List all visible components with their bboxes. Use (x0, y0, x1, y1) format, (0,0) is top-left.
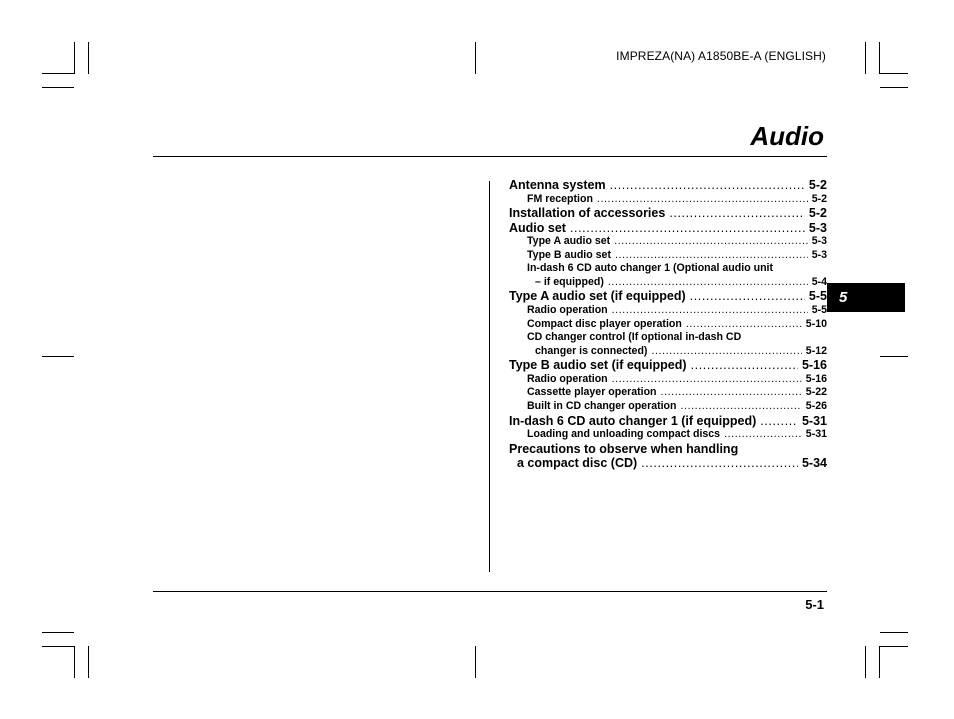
toc-entry-label: changer is connected) (535, 344, 648, 357)
crop-mark (865, 646, 866, 678)
leader-dots (612, 373, 802, 387)
document-code: IMPREZA(NA) A1850BE-A (ENGLISH) (616, 49, 826, 63)
leader-dots (615, 249, 808, 263)
toc-entry-label: Installation of accessories (509, 206, 666, 221)
leader-dots (612, 304, 808, 318)
toc-entry-label: Type B audio set (527, 248, 611, 261)
leader-dots (610, 178, 805, 193)
table-of-contents (509, 178, 827, 471)
toc-entry[interactable] (509, 345, 827, 359)
crop-mark (74, 42, 75, 74)
chapter-tab (827, 283, 905, 312)
toc-entry-label: In-dash 6 CD auto changer 1 (Optional audio unit (527, 262, 774, 275)
toc-entry[interactable] (509, 289, 827, 304)
crop-mark (42, 632, 74, 633)
toc-entry-page: 5-4 (811, 275, 827, 288)
toc-entry[interactable] (509, 235, 827, 249)
toc-entry-label: Radio operation (527, 303, 608, 316)
toc-entry[interactable] (509, 318, 827, 332)
crop-mark (74, 646, 75, 678)
leader-dots (641, 456, 798, 471)
toc-entry-label: Type A audio set (527, 235, 611, 248)
leader-dots (597, 193, 808, 207)
leader-dots (614, 235, 807, 249)
crop-mark (42, 646, 74, 647)
crop-mark (879, 646, 880, 678)
toc-entry-page: 5-10 (805, 317, 827, 330)
toc-entry-page: 5-31 (805, 428, 827, 441)
toc-entry[interactable] (509, 249, 827, 263)
toc-entry-page: 5-16 (801, 358, 827, 373)
leader-dots (760, 414, 798, 429)
toc-entry-label: Type A audio set (if equipped) (509, 289, 686, 304)
column-divider (489, 181, 490, 572)
toc-entry-page: 5-5 (811, 303, 827, 316)
toc-entry[interactable] (509, 304, 827, 318)
toc-entry-page: 5-31 (801, 413, 827, 428)
toc-entry-label: Built in CD changer operation (527, 400, 677, 413)
crop-mark (475, 646, 476, 678)
crop-mark (880, 87, 908, 88)
toc-entry[interactable] (509, 193, 827, 207)
leader-dots (661, 386, 802, 400)
toc-entry-page: 5-34 (801, 456, 827, 471)
toc-entry-label: Compact disc player operation (527, 317, 682, 330)
toc-entry-label: In-dash 6 CD auto changer 1 (if equipped) (509, 413, 757, 428)
leader-dots (724, 428, 802, 442)
footer-rule (153, 591, 827, 592)
leader-dots (651, 345, 801, 359)
crop-mark (880, 73, 908, 74)
leader-dots (691, 358, 798, 373)
toc-entry-label: Radio operation (527, 372, 608, 385)
crop-mark (42, 87, 74, 88)
toc-entry-page: 5-16 (805, 372, 827, 385)
toc-entry-page: 5-22 (805, 386, 827, 399)
toc-entry[interactable] (509, 456, 827, 471)
toc-entry[interactable] (509, 262, 827, 276)
toc-entry-label: CD changer control (If optional in-dash CD (527, 331, 742, 344)
toc-entry[interactable] (509, 373, 827, 387)
leader-dots (690, 289, 805, 304)
toc-entry[interactable] (509, 221, 827, 236)
toc-entry[interactable] (509, 178, 827, 193)
leader-dots (681, 400, 802, 414)
toc-entry[interactable] (509, 358, 827, 373)
toc-entry-label: Cassette player operation (527, 386, 657, 399)
toc-entry-page: 5-26 (805, 400, 827, 413)
crop-mark (880, 646, 908, 647)
toc-entry-page: 5-3 (811, 248, 827, 261)
toc-entry[interactable] (509, 386, 827, 400)
toc-entry-page: 5-3 (808, 220, 827, 235)
crop-mark (865, 42, 866, 74)
chapter-title: Audio (750, 121, 824, 151)
crop-mark (879, 42, 880, 74)
toc-entry[interactable] (509, 331, 827, 345)
leader-dots (686, 318, 802, 332)
toc-entry-label: Precautions to observe when handling (509, 441, 739, 456)
toc-entry[interactable] (509, 276, 827, 290)
crop-mark (475, 42, 476, 74)
toc-entry-label: a compact disc (CD) (517, 456, 638, 471)
toc-entry-page: 5-3 (811, 235, 827, 248)
crop-mark (880, 632, 908, 633)
toc-entry[interactable] (509, 414, 827, 429)
toc-entry[interactable] (509, 400, 827, 414)
toc-entry-page: 5-2 (808, 206, 827, 221)
crop-mark (88, 42, 89, 74)
crop-mark (88, 646, 89, 678)
header-rule (153, 156, 827, 157)
toc-entry-label: Audio set (509, 220, 566, 235)
toc-entry-label: Type B audio set (if equipped) (509, 358, 687, 373)
toc-entry-page: 5-2 (811, 192, 827, 205)
page-number: 5-1 (805, 597, 824, 612)
crop-mark (42, 356, 74, 357)
toc-entry-page: 5-2 (808, 178, 827, 192)
leader-dots (570, 221, 805, 236)
toc-entry-label: Loading and unloading compact discs (527, 428, 721, 441)
toc-entry[interactable] (509, 206, 827, 221)
toc-entry[interactable] (509, 428, 827, 442)
chapter-tab-number: 5 (839, 289, 848, 306)
crop-mark (880, 356, 908, 357)
toc-entry-page: 5-5 (808, 289, 827, 304)
toc-entry-label: – if equipped) (535, 275, 604, 288)
leader-dots (669, 206, 805, 221)
toc-entry-label: FM reception (527, 192, 593, 205)
toc-entry-page: 5-12 (805, 344, 827, 357)
crop-mark (42, 73, 74, 74)
toc-entry-label: Antenna system (509, 178, 606, 192)
leader-dots (608, 276, 808, 290)
toc-entry[interactable] (509, 442, 827, 457)
